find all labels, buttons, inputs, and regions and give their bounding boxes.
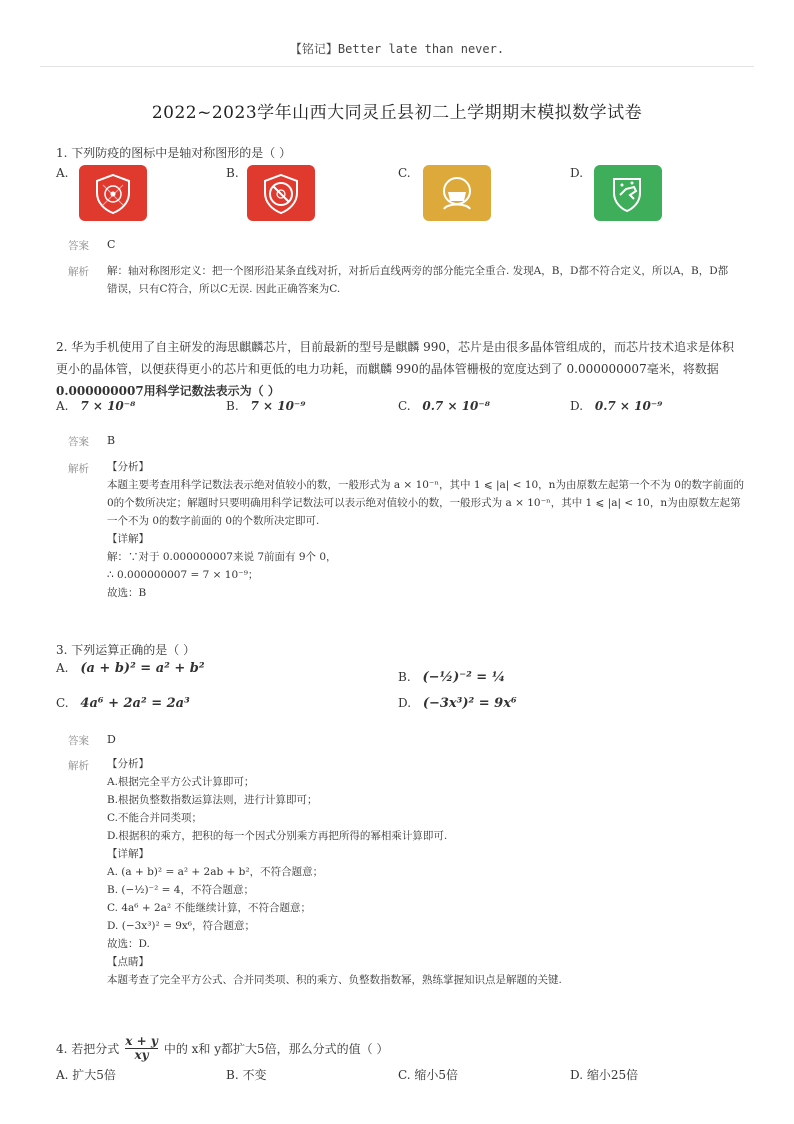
q3-option-a-value: (a + b)² = a² + b²	[80, 661, 205, 676]
q4-fraction-numerator: x + y	[125, 1034, 158, 1048]
q2-analysis-line: 故选：B	[107, 587, 147, 599]
q2-answer: B	[107, 434, 116, 447]
q2-text	[56, 336, 756, 402]
q3-answer: D	[107, 733, 116, 746]
q2-option-a-label: A.	[56, 399, 69, 413]
q3-analysis-line: 【详解】	[107, 848, 149, 860]
q3-option-b-value: (−½)⁻² = ¼	[422, 670, 506, 685]
q3-analysis	[107, 755, 747, 989]
q3-analysis-line: 【分析】	[107, 758, 149, 770]
face-mask-icon	[423, 165, 491, 221]
q3-option-d	[398, 696, 517, 711]
q2-option-b	[226, 399, 306, 413]
q4-text	[56, 1035, 388, 1062]
q1-option-c: C.	[398, 166, 411, 180]
q2-analysis	[107, 458, 747, 602]
q1-analysis-line: 解：轴对称图形定义：把一个图形沿某条直线对折，对折后直线两旁的部分能完全重合. 发现A，B，D都不符合定义，所以A，B，D都	[107, 265, 729, 277]
q1-analysis	[107, 262, 737, 298]
page-motto: 【铭记】Better late than never.	[289, 42, 505, 56]
q3-analysis-line: D. (−3x³)² = 9x⁶，符合题意；	[107, 920, 256, 932]
q3-option-c-value: 4a⁶ + 2a² = 2a³	[80, 696, 190, 711]
q3-option-d-label: D.	[398, 696, 412, 710]
hand-washing-icon	[594, 165, 662, 221]
q2-option-a	[56, 399, 135, 413]
q2-analysis-line: 本题主要考查用科学记数法表示绝对值较小的数，一般形式为 a × 10⁻ⁿ，其中 1 ⩽ |a| < 10，n为由原数左起第一个不为 0的数字前面的	[107, 479, 744, 491]
q2-analysis-line: 一个不为 0的数字前面的 0的个数所决定即可.	[107, 515, 320, 527]
q4-suffix: 中的 x和 y都扩大5倍，那么分式的值（ ）	[163, 1042, 389, 1056]
q2-option-a-value: 7 × 10⁻⁸	[80, 399, 136, 413]
q2-analysis-label: 解析	[68, 463, 89, 475]
q3-analysis-line: 故选：D.	[107, 938, 150, 950]
q4-option-a: A. 扩大5倍	[56, 1068, 116, 1082]
q1-option-a: A.	[56, 166, 69, 180]
q2-option-c-label: C.	[398, 399, 411, 413]
q3-analysis-line: C.不能合并同类项；	[107, 812, 202, 824]
q4-fraction	[125, 1035, 158, 1062]
q2-analysis-line: 解：∵对于 0.000000007来说 7前面有 9个 0，	[107, 551, 337, 563]
q2-option-c-value: 0.7 × 10⁻⁸	[422, 399, 490, 413]
q2-line: 2. 华为手机使用了自主研发的海思麒麟芯片，目前最新的型号是麒麟 990，芯片是由很多晶体管组成的，而芯片技术追求是体积	[56, 340, 734, 354]
q2-analysis-line: 【分析】	[107, 461, 149, 473]
q4-prefix: 4. 若把分式	[56, 1042, 120, 1056]
q2-option-b-value: 7 × 10⁻⁹	[250, 399, 306, 413]
q3-option-a-label: A.	[56, 661, 69, 675]
q1-analysis-line: 错误，只有C符合，所以C无误. 因此正确答案为C.	[107, 283, 341, 295]
q3-answer-label: 答案	[68, 735, 89, 747]
no-virus-shield-icon	[247, 165, 315, 221]
q3-option-b-label: B.	[398, 670, 411, 684]
q2-analysis-line: 0的个数所决定；解题时只要明确用科学记数法可以表示绝对值较小的数，一般形式为 a × 10⁻ⁿ，其中 1 ⩽ |a| < 10，n为由原数左起第	[107, 497, 741, 509]
q1-answer: C	[107, 238, 116, 251]
page-title: 2022~2023学年山西大同灵丘县初二上学期期末模拟数学试卷	[151, 103, 643, 123]
q3-analysis-line: 本题考查了完全平方公式、合并同类项、积的乘方、负整数指数幂，熟练掌握知识点是解题的关键.	[107, 974, 562, 986]
q2-line: 0.000000007用科学记数法表示为（ ）	[56, 384, 280, 398]
q2-option-d-label: D.	[570, 399, 584, 413]
q2-option-d-value: 0.7 × 10⁻⁹	[594, 399, 663, 413]
q4-option-d: D. 缩小25倍	[570, 1068, 639, 1082]
q3-option-a	[56, 661, 205, 676]
q1-answer-label: 答案	[68, 240, 89, 252]
q3-option-b	[398, 670, 505, 685]
q3-analysis-line: C. 4a⁶ + 2a² 不能继续计算，不符合题意；	[107, 902, 311, 914]
virus-shield-icon	[79, 165, 147, 221]
q4-option-b: B. 不变	[226, 1068, 267, 1082]
q2-analysis-line: ∴ 0.000000007 = 7 × 10⁻⁹；	[107, 569, 259, 581]
q1-analysis-label: 解析	[68, 266, 89, 278]
q4-fraction-denominator: xy	[134, 1048, 149, 1062]
q3-analysis-line: D.根据积的乘方，把积的每一个因式分别乘方再把所得的幂相乘计算即可.	[107, 830, 448, 842]
q3-analysis-line: 【点睛】	[107, 956, 149, 968]
q2-analysis-line: 【详解】	[107, 533, 149, 545]
q3-analysis-label: 解析	[68, 760, 89, 772]
q3-analysis-line: B.根据负整数指数运算法则，进行计算即可；	[107, 794, 318, 806]
q3-analysis-line: A. (a + b)² = a² + 2ab + b²，不符合题意；	[107, 866, 324, 878]
q3-option-c-label: C.	[56, 696, 69, 710]
q2-option-b-label: B.	[226, 399, 239, 413]
q1-option-d: D.	[570, 166, 584, 180]
q2-option-d	[570, 399, 662, 413]
q1-option-b: B.	[226, 166, 239, 180]
q3-analysis-line: B. (−½)⁻² = 4，不符合题意；	[107, 884, 254, 896]
q3-analysis-line: A.根据完全平方公式计算即可；	[107, 776, 255, 788]
q2-answer-label: 答案	[68, 436, 89, 448]
q4-option-c: C. 缩小5倍	[398, 1068, 459, 1082]
q1-text: 1. 下列防疫的图标中是轴对称图形的是（ ）	[56, 146, 292, 160]
q3-option-d-value: (−3x³)² = 9x⁶	[422, 696, 517, 711]
q3-text: 3. 下列运算正确的是（ ）	[56, 643, 196, 657]
q2-line: 更小的晶体管，以便获得更小的芯片和更低的电力功耗，而麒麟 990的晶体管栅极的宽度达到了 0.000000007毫米，将数据	[56, 362, 719, 376]
q3-option-c	[56, 696, 190, 711]
q2-option-c	[398, 399, 490, 413]
header-divider	[40, 66, 754, 67]
